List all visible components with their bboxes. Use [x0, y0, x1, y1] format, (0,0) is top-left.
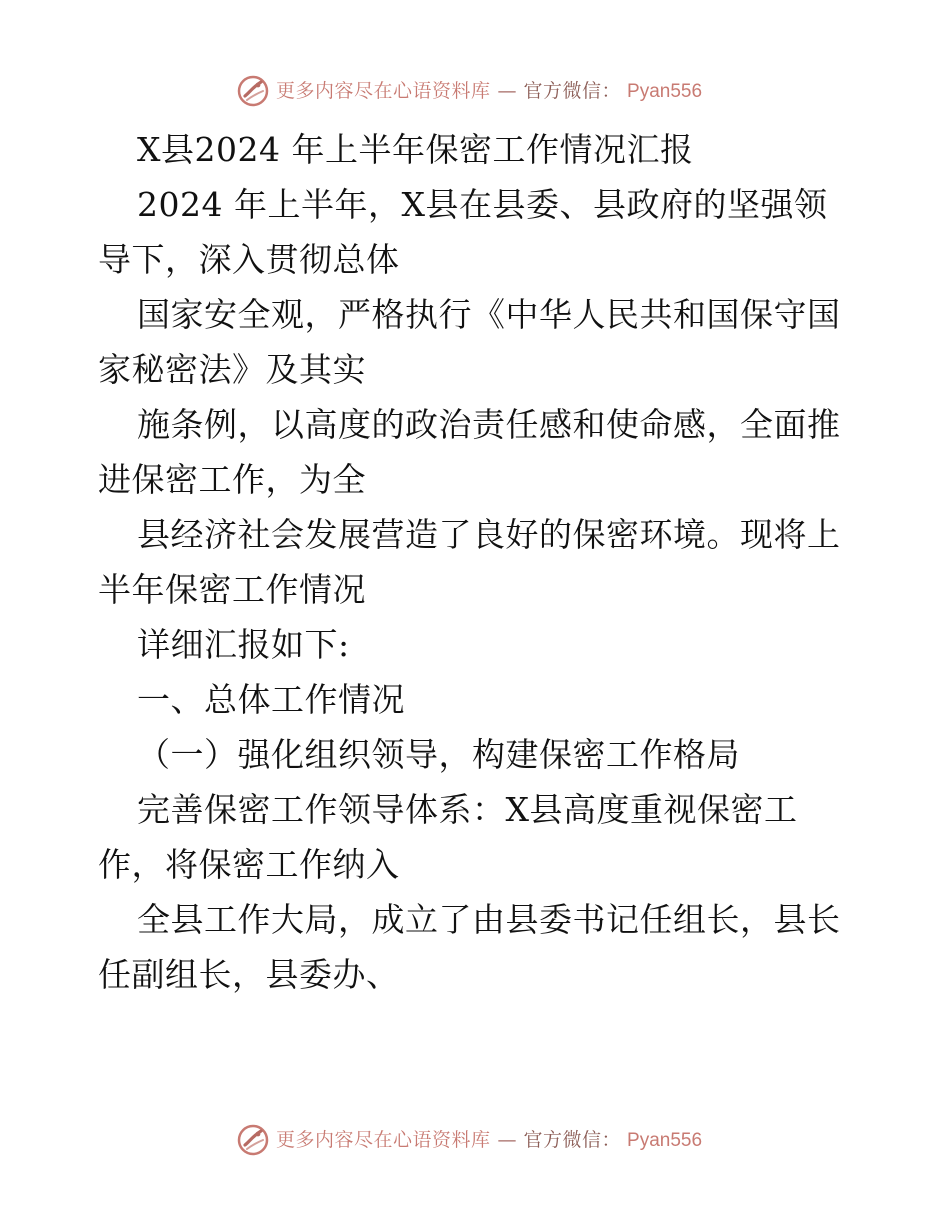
paragraph-line: 家秘密法》及其实	[98, 350, 366, 389]
paragraph-line: 详细汇报如下:	[137, 625, 350, 664]
paragraph-line: 作，将保密工作纳入	[98, 845, 400, 884]
document-body	[98, 122, 856, 1002]
watermark-wechat-label: 官方微信：	[523, 79, 622, 102]
paragraph-line: 县经济社会发展营造了良好的保密环境。现将上	[137, 515, 841, 554]
section-heading: 一、总体工作情况	[137, 680, 405, 719]
paragraph-line: 任副组长，县委办、	[98, 955, 400, 994]
watermark-dash: —	[497, 1128, 517, 1151]
paragraph-line: 2024 年上半年，X县在县委、县政府的坚强领	[137, 185, 828, 224]
footer-watermark	[236, 1123, 702, 1157]
paragraph-line: 施条例，以高度的政治责任感和使命感，全面推	[137, 405, 841, 444]
subsection-heading: （一）强化组织领导，构建保密工作格局	[137, 735, 740, 774]
brush-logo-icon	[236, 1123, 270, 1157]
paragraph-line: 进保密工作，为全	[98, 460, 366, 499]
watermark-wechat-label: 官方微信：	[523, 1128, 622, 1151]
paragraph-line: 国家安全观，严格执行《中华人民共和国保守国	[137, 295, 841, 334]
header-watermark	[236, 74, 702, 108]
paragraph-line: 半年保密工作情况	[98, 570, 366, 609]
paragraph-line: 完善保密工作领导体系：X县高度重视保密工	[137, 790, 798, 829]
watermark-title: 更多内容尽在心语资料库	[276, 79, 491, 102]
watermark-wechat-id: Pyan556	[627, 80, 703, 102]
paragraph-line: 导下，深入贯彻总体	[98, 240, 400, 279]
watermark-wechat-id: Pyan556	[627, 1129, 703, 1151]
watermark-dash: —	[497, 79, 517, 102]
document-title: X县2024 年上半年保密工作情况汇报	[137, 130, 694, 169]
brush-logo-icon	[236, 74, 270, 108]
paragraph-line: 全县工作大局，成立了由县委书记任组长，县长	[137, 900, 841, 939]
watermark-title: 更多内容尽在心语资料库	[276, 1128, 491, 1151]
